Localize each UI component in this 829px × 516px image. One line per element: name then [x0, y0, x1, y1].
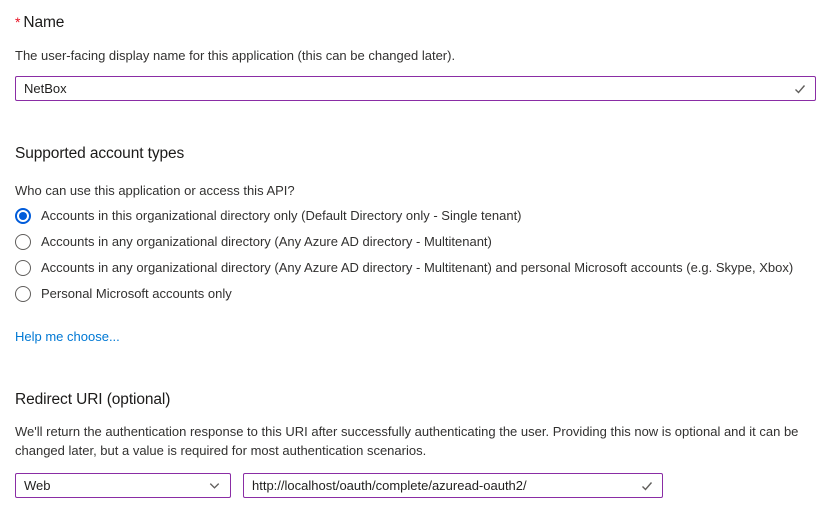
account-type-option[interactable]: [15, 281, 816, 307]
redirect-uri-title: Redirect URI (optional): [15, 391, 171, 408]
account-types-radio-group: [15, 203, 816, 307]
name-section: [15, 12, 816, 101]
name-input[interactable]: [15, 76, 816, 101]
redirect-uri-input[interactable]: [243, 473, 663, 498]
account-types-section: [15, 144, 816, 346]
account-type-option-label: Accounts in any organizational directory (Any Azure AD directory - Multitenant): [41, 234, 492, 249]
chevron-down-icon: [207, 478, 222, 493]
account-type-option[interactable]: [15, 203, 816, 229]
redirect-uri-controls: [15, 473, 816, 498]
account-types-title: Supported account types: [15, 145, 185, 162]
radio-unselected-icon[interactable]: [15, 234, 31, 250]
account-type-option-label: Accounts in any organizational directory (Any Azure AD directory - Multitenant) and personal Microsoft accounts (e.g. Skype, Xbox): [41, 260, 794, 275]
name-section-title: [15, 12, 816, 33]
required-asterisk: *: [15, 14, 21, 30]
account-type-option[interactable]: [15, 255, 816, 281]
account-type-option[interactable]: [15, 229, 816, 255]
redirect-uri-section: [15, 390, 816, 498]
account-type-option-label: Accounts in this organizational directory only (Default Directory only - Single tenant): [41, 208, 522, 223]
platform-select[interactable]: [15, 473, 231, 498]
help-me-choose-link[interactable]: Help me choose...: [15, 329, 120, 344]
redirect-uri-input-wrap: [243, 473, 663, 498]
account-type-option-label: Personal Microsoft accounts only: [41, 286, 232, 301]
name-description: The user-facing display name for this application (this can be changed later).: [15, 48, 456, 63]
radio-unselected-icon[interactable]: [15, 286, 31, 302]
radio-unselected-icon[interactable]: [15, 260, 31, 276]
radio-selected-icon[interactable]: [15, 208, 31, 224]
radio-dot: [19, 212, 27, 220]
platform-select-value: Web: [24, 478, 51, 493]
name-label: Name: [23, 14, 65, 31]
account-types-question: Who can use this application or access this API?: [15, 183, 295, 198]
redirect-uri-description: We'll return the authentication response to this URI after successfully authenticating the user. Providing this now is optional and it can be changed later, but a value is required for most authentication scenarios.: [15, 424, 799, 458]
name-input-wrap: [15, 76, 816, 101]
